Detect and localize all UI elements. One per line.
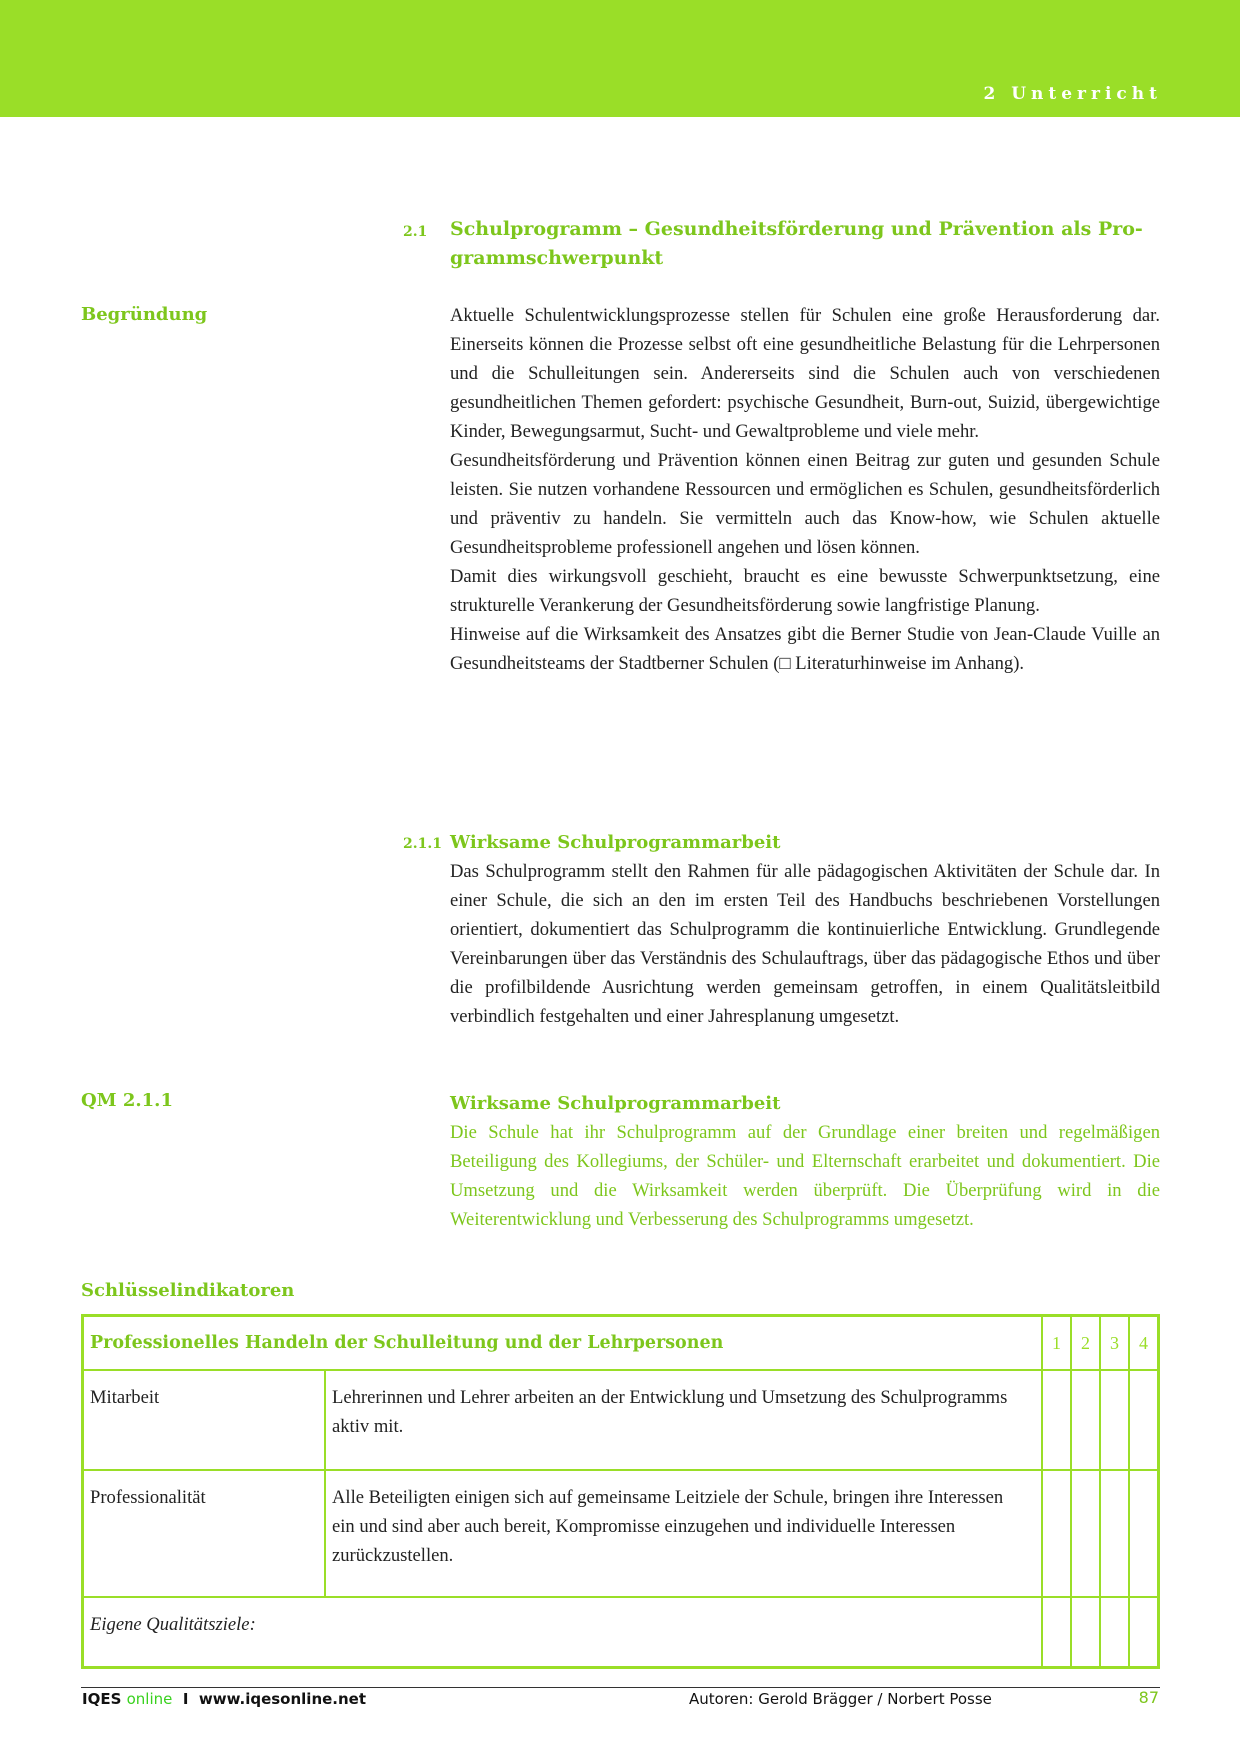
chapter-title: 2 Unterricht — [983, 84, 1162, 104]
indicator-label: Mitarbeit — [83, 1370, 326, 1470]
section-number: 2.1 — [403, 224, 428, 240]
paragraph: Damit dies wirkungsvoll geschieht, braucht es eine bewusste Schwerpunktsetzung, eine strukturelle Verankerung der Gesundheitsförderung sowie langfristige Planung. — [450, 566, 1160, 616]
rating-cell-2[interactable] — [1071, 1370, 1100, 1470]
subsection-text: Das Schulprogramm stellt den Rahmen für alle pädagogischen Aktivitäten der Schule dar. In einer Schule, die sich an den im ersten Teil des Handbuchs beschriebenen Vorstellungen orientiert, dokumentiert das Schulprogramm die kontinuierliche Entwicklung. Grundlegende Vereinbarungen über das Verständnis des Schulauftrags, über das pädagogische Ethos und über die profilbildende Ausrichtung werden gemeinsam getroffen, in einem Qualitätsleitbild verbindlich festgehalten und einer Jahresplanung umgesetzt. — [450, 861, 1160, 1027]
own-goals-label: Eigene Qualitätsziele: — [83, 1597, 1043, 1668]
rating-cell-4[interactable] — [1129, 1597, 1159, 1668]
scale-3: 3 — [1100, 1316, 1129, 1371]
paragraph: Gesundheitsförderung und Prävention können einen Beitrag zur guten und gesunden Schule leisten. Sie nutzen vorhandene Ressourcen und ermöglichen es Schulen, gesundheitsförderlich und präventiv zu handeln. Sie vermitteln auch das Know-how, wie Schulen aktuelle Gesundheitsprobleme professionell angehen und lösen können. — [450, 450, 1160, 558]
table-row — [83, 1470, 1159, 1597]
table-row — [83, 1370, 1159, 1470]
scale-1: 1 — [1042, 1316, 1071, 1371]
begruendung-text — [450, 301, 1160, 678]
rating-cell-4[interactable] — [1129, 1370, 1159, 1470]
page-number: 87 — [1138, 1688, 1159, 1707]
footer-brand — [82, 1690, 366, 1708]
rating-cell-3[interactable] — [1100, 1470, 1129, 1597]
indicator-label: Professionalität — [83, 1470, 326, 1597]
paragraph: Aktuelle Schulentwicklungsprozesse stellen für Schulen eine große Herausforderung dar. Einerseits können die Prozesse selbst oft eine gesundheitliche Belastung für die Lehrpersonen und die Schulleitungen sein. Andererseits sind die Schulen auch von verschiedenen gesundheitlichen Themen gefordert: psychische Gesundheit, Burn-out, Suizid, übergewichtige Kinder, Bewegungsarmut, Sucht- und Gewaltprobleme und viele mehr. — [450, 305, 1160, 442]
qm-text: Die Schule hat ihr Schulprogramm auf der Grundlage einer breiten und regelmäßigen Beteiligung des Kollegiums, der Schüler- und Elternschaft erarbeitet und dokumentiert. Die Umsetzung und die Wirksamkeit werden überprüft. Die Überprüfung wird in die Weiterentwicklung und Verbesserung des Schulprogramms umgesetzt. — [450, 1122, 1160, 1230]
rating-cell-4[interactable] — [1129, 1470, 1159, 1597]
subsection-number: 2.1.1 — [403, 836, 442, 852]
rating-cell-3[interactable] — [1100, 1597, 1129, 1668]
table-row — [83, 1597, 1159, 1668]
table-title: Professionelles Handeln der Schulleitung und der Lehrpersonen — [83, 1316, 1043, 1371]
table-header-row — [83, 1316, 1159, 1371]
scale-2: 2 — [1071, 1316, 1100, 1371]
rating-cell-1[interactable] — [1042, 1597, 1071, 1668]
indicators-label: Schlüsselindikatoren — [81, 1280, 295, 1301]
footer-authors: Autoren: Gerold Brägger / Norbert Posse — [689, 1690, 992, 1708]
brand-online: online — [126, 1690, 173, 1708]
brand-name: IQES — [82, 1690, 122, 1708]
rating-cell-2[interactable] — [1071, 1470, 1100, 1597]
rating-cell-1[interactable] — [1042, 1470, 1071, 1597]
rating-cell-2[interactable] — [1071, 1597, 1100, 1668]
rating-cell-3[interactable] — [1100, 1370, 1129, 1470]
section-title-line-2: grammschwerpunkt — [450, 247, 664, 269]
begruendung-label: Begründung — [81, 304, 208, 325]
footer-divider — [81, 1687, 1160, 1688]
section-title — [450, 215, 1160, 273]
indicators-table — [81, 1314, 1160, 1669]
section-title-line-1: Schulprogramm – Gesundheitsförderung und Prävention als Pro- — [450, 218, 1143, 240]
indicator-text: Lehrerinnen und Lehrer arbeiten an der Entwicklung und Umsetzung des Schulprogramms aktiv mit. — [325, 1370, 1042, 1470]
footer-url[interactable]: www.iqesonline.net — [198, 1690, 367, 1708]
rating-cell-1[interactable] — [1042, 1370, 1071, 1470]
paragraph: Hinweise auf die Wirksamkeit des Ansatzes gibt die Berner Studie von Jean-Claude Vuille an Gesundheitsteams der Stadtberner Schulen (□ Literaturhinweise im Anhang). — [450, 624, 1160, 674]
scale-4: 4 — [1129, 1316, 1159, 1371]
footer-separator: I — [182, 1690, 189, 1708]
qm-label: QM 2.1.1 — [81, 1090, 173, 1111]
subsection-title: Wirksame Schulprogrammarbeit — [450, 832, 781, 853]
qm-title: Wirksame Schulprogrammarbeit — [450, 1093, 781, 1114]
indicator-text: Alle Beteiligten einigen sich auf gemeinsame Leitziele der Schule, bringen ihre Interessen ein und sind aber auch bereit, Kompromisse einzugehen und individuelle Interessen zurückzustellen. — [325, 1470, 1042, 1597]
